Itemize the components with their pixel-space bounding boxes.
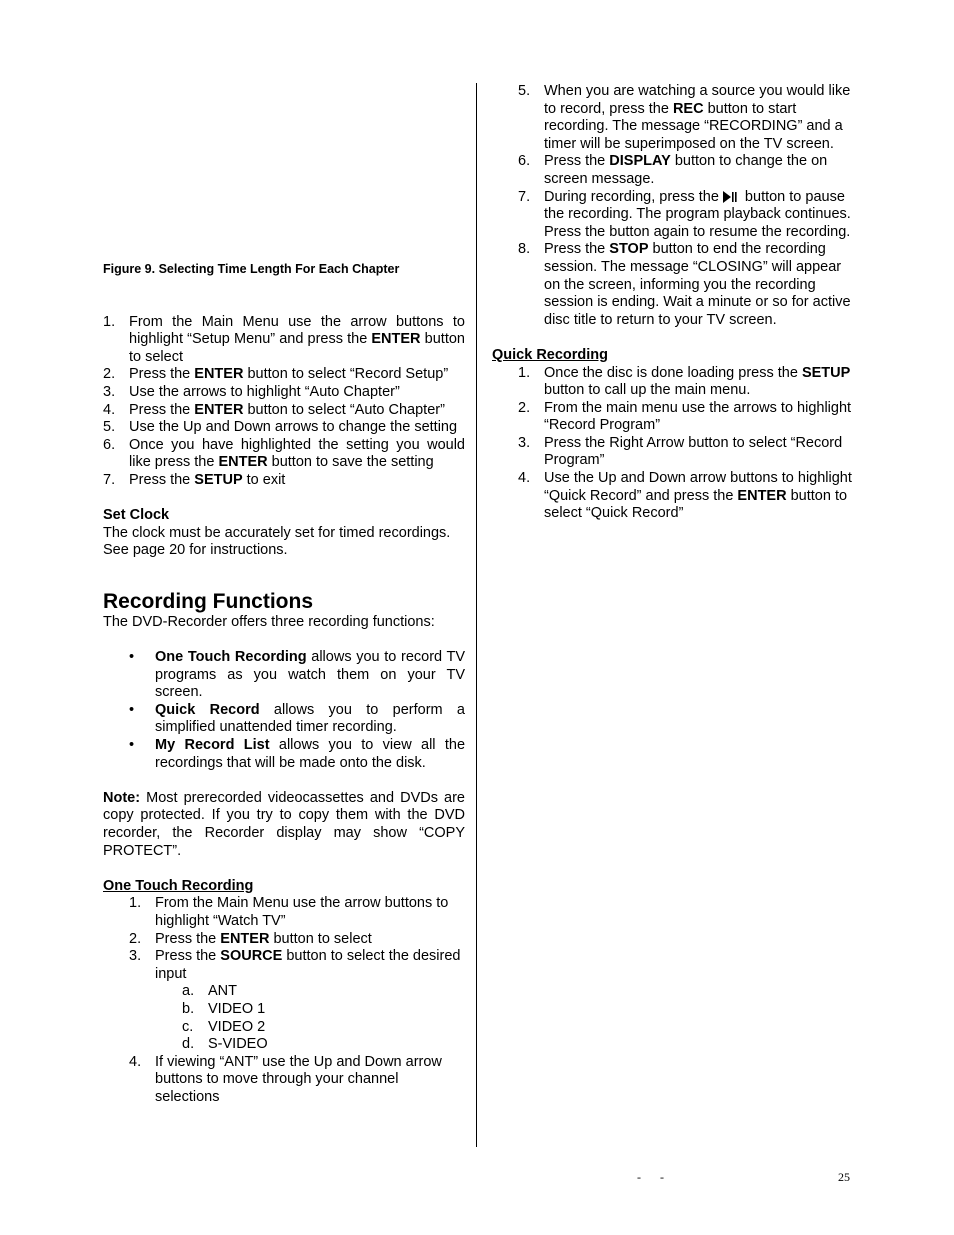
auto-chapter-steps [103, 314, 465, 490]
option-letter: b. [182, 1000, 195, 1017]
step-text [129, 437, 465, 472]
auto-chapter-step [103, 402, 465, 420]
one-touch-step [492, 241, 852, 329]
step-number: 3. [129, 948, 142, 965]
one-touch-steps-right [492, 83, 852, 329]
quick-recording-steps [492, 365, 852, 523]
one-touch-title: One Touch Recording [103, 877, 254, 894]
step-text-part: From the main menu use the arrows to highlight “Record Program” [544, 399, 852, 434]
step-text [155, 1054, 465, 1107]
bullet-icon: • [129, 737, 135, 754]
step-text [544, 83, 852, 153]
one-touch-step [103, 895, 465, 930]
button-name: ENTER [194, 401, 244, 418]
step-text-part: button to pause the recording. The program playback continues. Press the button again to resume the recording. [544, 188, 851, 240]
input-option [103, 1036, 465, 1054]
auto-chapter-step [103, 314, 465, 367]
step-text [544, 189, 852, 242]
section-title: Recording Functions [103, 589, 313, 613]
one-touch-step [492, 83, 852, 153]
button-name: ENTER [737, 487, 787, 504]
set-clock-text: The clock must be accurately set for timed recordings. See page 20 for instructions. [103, 524, 451, 559]
step-text-part: Press the [155, 948, 221, 965]
bullet-text [155, 649, 465, 702]
step-text [544, 365, 852, 400]
button-name: STOP [609, 241, 649, 258]
quick-recording-step [492, 400, 852, 435]
option-text: ANT [208, 983, 237, 1000]
input-option [103, 1001, 465, 1019]
button-name: REC [672, 100, 704, 117]
step-text [129, 419, 465, 437]
one-touch-step [103, 931, 465, 949]
option-text: VIDEO 2 [208, 1018, 266, 1035]
step-text-part: button to end the recording session. The message “CLOSING” will appear on the screen, informing you the recording session is ending. Wait a minute or so for active disc title to return to your TV screen. [544, 241, 851, 328]
step-number: 3. [103, 383, 116, 400]
bullet-icon: • [129, 649, 135, 666]
option-letter: c. [182, 1018, 194, 1035]
step-text-part: From the Main Menu use the arrow buttons to highlight “Setup Menu” and press the [129, 313, 465, 348]
one-touch-step [492, 153, 852, 188]
step-text [129, 402, 465, 420]
step-text-part: Press the [544, 153, 610, 170]
function-name: One Touch Recording [155, 649, 307, 666]
button-name: DISPLAY [609, 153, 671, 170]
step-text-part: button to save the setting [267, 454, 434, 471]
step-text [155, 931, 465, 949]
function-description: allows you to view all the recordings that will be made onto the disk. [155, 737, 466, 771]
step-text-part: Once the disc is done loading press the [544, 364, 802, 381]
step-text-part: Press the [155, 930, 221, 947]
step-text-part: button to call up the main menu. [544, 382, 751, 399]
one-touch-step [103, 1054, 465, 1107]
option-text: S-VIDEO [208, 1036, 268, 1053]
step-text-part: button to select “Record Setup” [243, 366, 449, 383]
function-name: Quick Record [155, 701, 260, 718]
auto-chapter-step [103, 419, 465, 437]
step-text-part: Use the Up and Down arrows to change the setting [129, 419, 458, 436]
note-text: Most prerecorded videocassettes and DVDs are copy protected. If you try to copy them with the DVD recorder, the Recorder display may show “COPY PROTECT”. [103, 789, 465, 859]
set-clock-title: Set Clock [103, 507, 170, 524]
recording-functions-list [103, 649, 465, 772]
step-text-part: Press the [129, 401, 195, 418]
one-touch-steps [103, 895, 465, 983]
one-touch-step [103, 948, 465, 983]
section-intro: The DVD-Recorder offers three recording functions: [103, 613, 435, 630]
step-number: 4. [129, 1053, 142, 1070]
step-text [155, 948, 465, 983]
step-number: 3. [518, 434, 531, 451]
step-text-part: Press the [129, 366, 195, 383]
step-text-part: If viewing “ANT” use the Up and Down arrow buttons to move through your channel selections [155, 1053, 442, 1105]
step-number: 7. [518, 188, 531, 205]
step-text [544, 400, 852, 435]
step-text [544, 153, 852, 188]
step-number: 6. [103, 436, 116, 453]
step-text-part: button to select [129, 331, 465, 365]
step-text-part: to exit [242, 471, 286, 488]
step-text-part: button to select “Auto Chapter” [243, 401, 445, 418]
step-number: 6. [518, 153, 531, 170]
note-paragraph [103, 790, 465, 860]
column-divider [476, 83, 477, 1147]
step-text-part: button to select the desired input [155, 948, 461, 982]
right-column [492, 83, 852, 523]
figure-caption: Figure 9. Selecting Time Length For Each Chapter [103, 262, 400, 276]
step-number: 8. [518, 241, 531, 258]
recording-function-item [103, 649, 465, 702]
step-number: 7. [103, 471, 116, 488]
step-number: 5. [518, 83, 531, 99]
step-text-part: From the Main Menu use the arrow buttons to highlight “Watch TV” [155, 895, 449, 929]
footer-dashes: - - [637, 1170, 672, 1184]
step-text-part: button to start recording. The message “RECORDING” and a timer will be superimposed on the TV screen. [544, 100, 843, 152]
one-touch-step [492, 189, 852, 242]
option-letter: d. [182, 1036, 195, 1053]
quick-recording-title: Quick Recording [492, 346, 609, 363]
button-name: ENTER [194, 366, 244, 383]
button-name: ENTER [218, 454, 268, 471]
recording-function-item [103, 702, 465, 737]
one-touch-steps-continued [103, 1054, 465, 1107]
bullet-icon: • [129, 701, 135, 718]
step-text-part: Press the [129, 471, 195, 488]
button-name: SOURCE [220, 948, 283, 965]
step-text-part: Use the arrows to highlight “Auto Chapter” [129, 383, 400, 400]
step-number: 2. [518, 399, 531, 416]
step-text-part: Press the [544, 241, 610, 258]
quick-recording-step [492, 365, 852, 400]
step-text [129, 314, 465, 367]
step-text [129, 472, 465, 490]
step-text [544, 470, 852, 523]
option-text: VIDEO 1 [208, 1000, 266, 1017]
step-text-part: When you are watching a source you would like to record, press the [544, 83, 851, 117]
step-number: 1. [103, 313, 116, 330]
step-text-part: Use the Up and Down arrow buttons to highlight “Quick Record” and press the [544, 470, 852, 504]
step-number: 2. [129, 930, 142, 947]
step-text [129, 366, 465, 384]
quick-recording-step [492, 470, 852, 523]
auto-chapter-step [103, 472, 465, 490]
step-text-part: During recording, press the [544, 188, 719, 205]
step-text-part: button to select “Quick Record” [544, 487, 848, 522]
play-pause-icon [717, 191, 741, 203]
note-label: Note: [103, 789, 141, 806]
step-text [129, 384, 465, 402]
auto-chapter-step [103, 437, 465, 472]
step-text-part: Once you have highlighted the setting you would like press the [129, 436, 465, 471]
step-number: 2. [103, 366, 116, 383]
left-column [103, 261, 465, 1107]
step-number: 4. [103, 401, 116, 418]
input-list [103, 983, 465, 1053]
option-letter: a. [182, 983, 195, 1000]
step-text-part: button to change the on screen message. [544, 153, 828, 187]
bullet-text [155, 702, 465, 737]
quick-recording-step [492, 435, 852, 470]
function-name: My Record List [155, 737, 270, 754]
step-number: 1. [129, 895, 142, 912]
step-text [544, 435, 852, 470]
button-name: ENTER [220, 930, 270, 947]
input-option [103, 983, 465, 1001]
step-number: 4. [518, 470, 531, 487]
input-option [103, 1019, 465, 1037]
step-number: 1. [518, 364, 531, 381]
bullet-text [155, 737, 465, 772]
auto-chapter-step [103, 384, 465, 402]
step-text-part: Press the Right Arrow button to select “Record Program” [544, 434, 843, 469]
page-number: 25 [838, 1170, 850, 1184]
auto-chapter-step [103, 366, 465, 384]
button-name: ENTER [371, 331, 421, 348]
step-text-part: button to select [269, 930, 372, 947]
function-description: allows you to record TV programs as you watch them on your TV screen. [155, 649, 466, 701]
step-text [544, 241, 852, 329]
recording-function-item [103, 737, 465, 772]
function-description: allows you to perform a simplified unattended timer recording. [155, 701, 465, 736]
button-name: SETUP [801, 364, 851, 381]
step-text [155, 895, 465, 930]
button-name: SETUP [194, 471, 243, 488]
step-number: 5. [103, 419, 116, 436]
